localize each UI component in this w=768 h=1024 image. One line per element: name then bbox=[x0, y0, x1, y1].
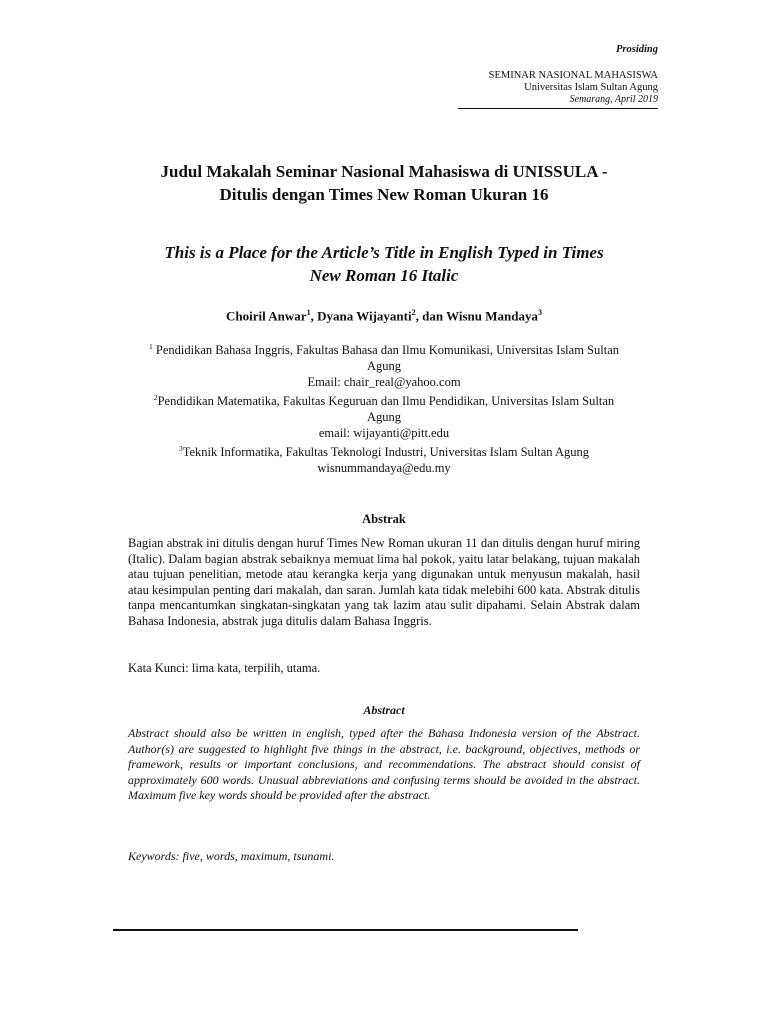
author-separator: , dan bbox=[415, 308, 447, 324]
abstrak-heading: Abstrak bbox=[362, 512, 406, 526]
author-superscript: 3 bbox=[537, 308, 542, 317]
header-prosiding: Prosiding bbox=[615, 44, 658, 55]
title-english-line-1: This is a Place for the Article’s Title in English Typed in Times bbox=[164, 243, 604, 262]
affiliation-1-text: Pendidikan Bahasa Inggris, Fakultas Bahasa dan Ilmu Komunikasi, Universitas Islam Sultan bbox=[152, 343, 619, 358]
affiliation-1-email: Email: chair_real@yahoo.com bbox=[307, 375, 461, 390]
author-list bbox=[100, 308, 668, 324]
affiliation-1-line-1 bbox=[115, 339, 653, 358]
affiliation-superscript: 3 bbox=[178, 444, 183, 454]
title-english-line-2: New Roman 16 Italic bbox=[309, 266, 459, 285]
affiliation-superscript: 2 bbox=[153, 393, 158, 403]
abstrak-body: Bagian abstrak ini ditulis dengan huruf Times New Roman ukuran 11 dan ditulis dengan huruf miring (Italic). Dalam bagian abstrak sebaiknya memuat lima hal pokok, yaitu latar belakang, tujuan makalah atau tujuan penelitian, metode atau kerangka kerja yang digunakan untuk menyusun makalah, hasil atau kesimpulan penting dari makalah, dan saran. Jumlah kata tidak melebihi 600 kata. Abstrak ditulis tanpa mencantumkan singkatan-singkatan yang tak lazim atau sulit dipahami. Selain Abstrak dalam Bahasa Indonesia, abstrak juga ditulis dalam Bahasa Inggris. bbox=[128, 536, 640, 628]
affiliation-2-line-1 bbox=[115, 390, 653, 409]
page-header bbox=[489, 44, 658, 106]
affiliation-2-line-2: Agung bbox=[366, 410, 402, 425]
author-name: Dyana Wijayanti bbox=[317, 308, 412, 324]
kata-kunci: Kata Kunci: lima kata, terpilih, utama. bbox=[128, 661, 321, 675]
title-english bbox=[100, 241, 668, 287]
affiliation-3-email: wisnummandaya@edu.my bbox=[317, 461, 451, 476]
affiliation-1-line-2: Agung bbox=[366, 359, 402, 374]
header-seminar-name: SEMINAR NASIONAL MAHASISWA bbox=[488, 70, 658, 81]
title-indonesian-line-2: Ditulis dengan Times New Roman Ukuran 16 bbox=[219, 185, 549, 204]
affiliation-block bbox=[115, 339, 653, 476]
abstract-heading: Abstract bbox=[363, 703, 405, 717]
affiliation-3-line-1 bbox=[115, 441, 653, 460]
author-superscript: 2 bbox=[411, 308, 416, 317]
header-university: Universitas Islam Sultan Agung bbox=[524, 82, 658, 93]
header-place-date: Semarang, April 2019 bbox=[569, 94, 658, 105]
author-name: Wisnu Mandaya bbox=[446, 308, 538, 324]
keywords: Keywords: five, words, maximum, tsunami. bbox=[128, 849, 335, 863]
affiliation-3-text: Teknik Informatika, Fakultas Teknologi Industri, Universitas Islam Sultan Agung bbox=[182, 445, 590, 460]
author-separator: , bbox=[310, 308, 318, 324]
affiliation-2-text: Pendidikan Matematika, Fakultas Keguruan dan Ilmu Pendidikan, Universitas Islam Sultan bbox=[157, 394, 615, 409]
author-name: Choiril Anwar bbox=[226, 308, 307, 324]
author-superscript: 1 bbox=[306, 308, 311, 317]
title-indonesian-line-1: Judul Makalah Seminar Nasional Mahasiswa di UNISSULA - bbox=[160, 162, 608, 181]
affiliation-superscript: 1 bbox=[149, 342, 153, 351]
affiliation-2-email: email: wijayanti@pitt.edu bbox=[318, 426, 450, 441]
header-divider bbox=[458, 108, 658, 109]
title-indonesian bbox=[100, 160, 668, 206]
footnote-divider bbox=[113, 929, 578, 931]
abstract-body: Abstract should also be written in english, typed after the Bahasa Indonesia version of the Abstract. Author(s) are suggested to highlight five things in the abstract, i.e. background, objectives, methods or framework, results or important conclusions, and recommendations. The abstract should consist of approximately 600 words. Unusual abbreviations and confusing terms should be avoided in the abstract. Maximum five key words should be provided after the abstract. bbox=[128, 726, 640, 802]
